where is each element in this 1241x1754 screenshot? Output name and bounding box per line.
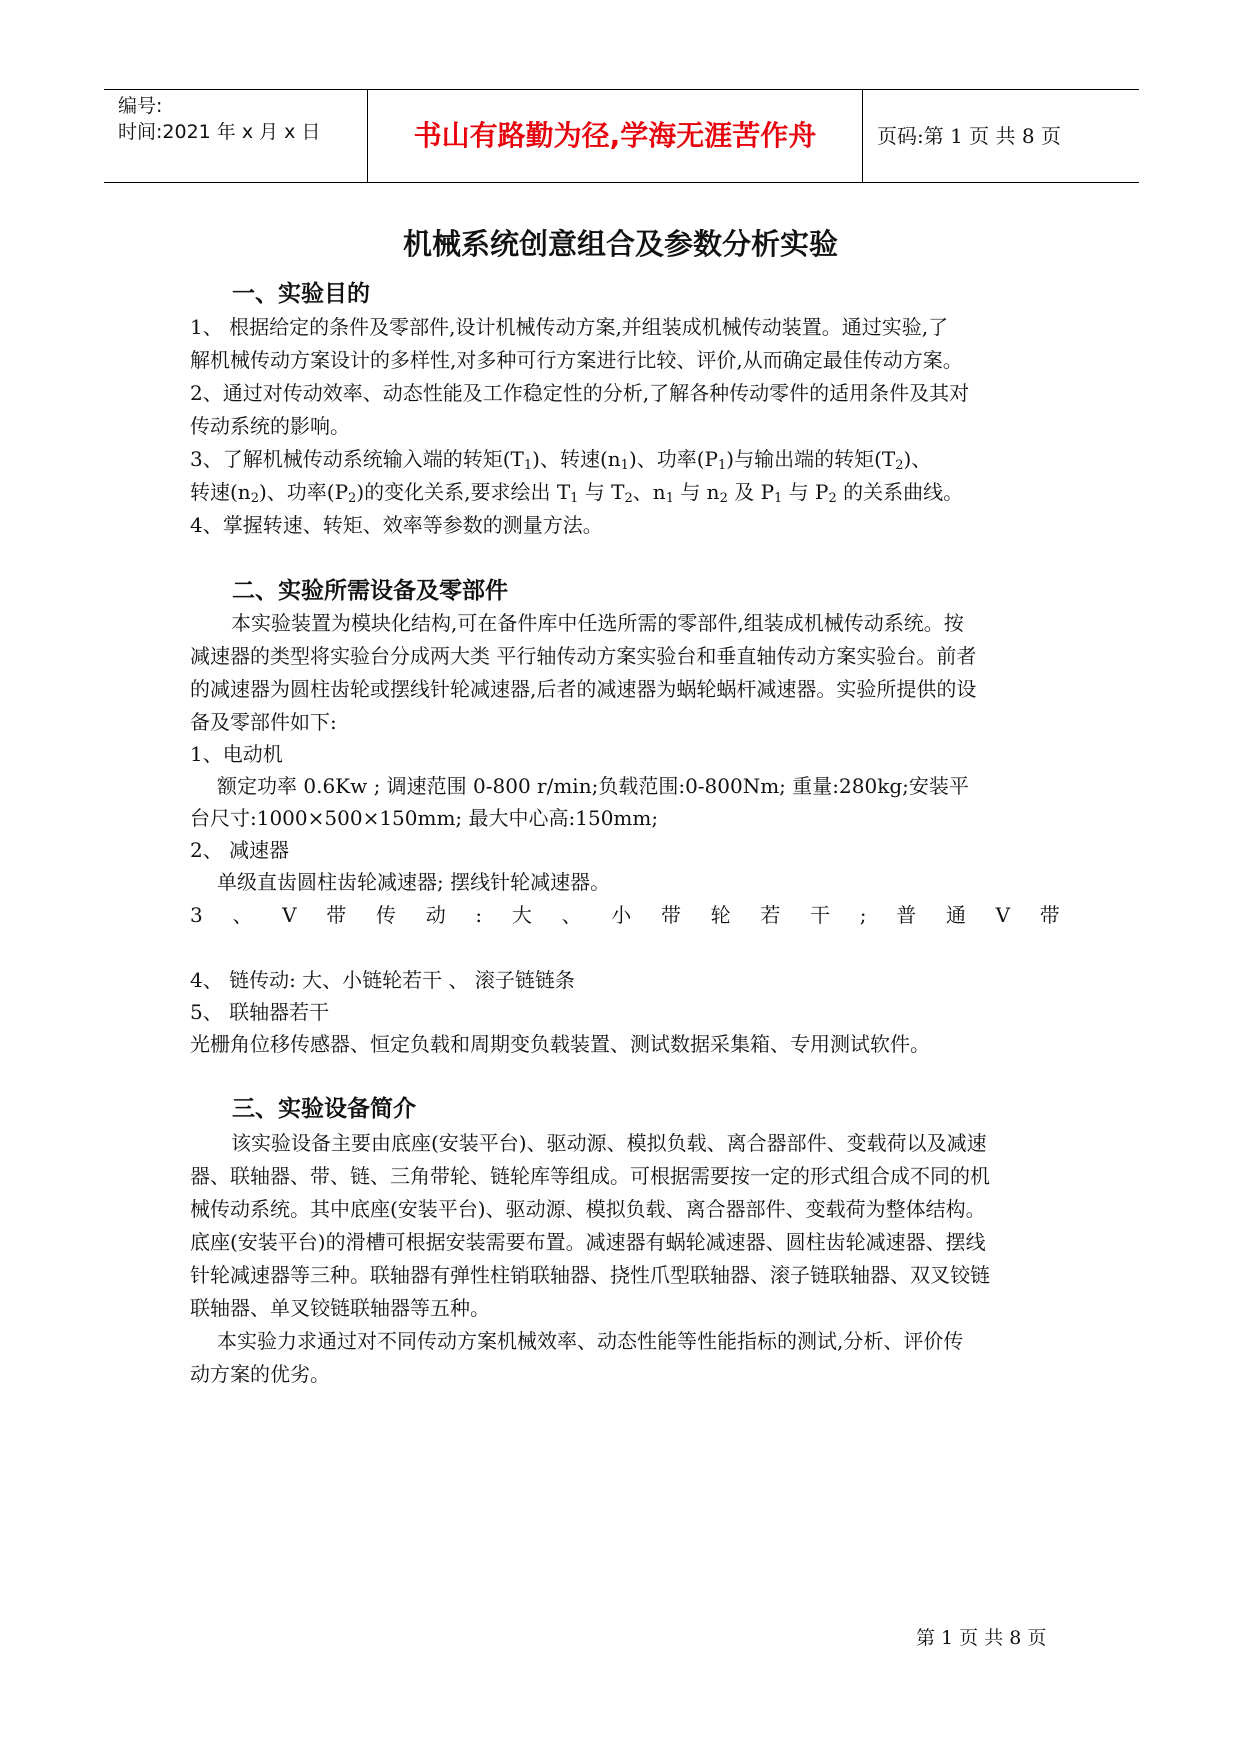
document-time-label: 时间:2021 年 x 月 x 日 [118,121,321,143]
section-heading-equipment: 二、实验所需设备及零部件 [232,578,508,604]
paragraph-line: 动方案的优劣。 [190,1362,330,1386]
page-footer: 第 1 页 共 8 页 [916,1627,1047,1649]
list-item: 4、 链传动: 大、小链轮若干 、 滚子链链条 [190,968,575,992]
paragraph-line: 3、了解机械传动系统输入端的转矩$(T_1)$、转速$(n_1)$、功率$(P_1)$与输出端的转矩$(T_2)$、 [190,447,932,473]
paragraph-line: 转速$(n_2)$、功率$(P_2)$的变化关系,要求绘出 $T_1$ 与 $T_2$、$n_1$ 与 $n_2$ 及 $P_1$ 与 $P_2$ 的关系曲线。 [190,480,964,506]
paragraph-line: 光栅角位移传感器、恒定负载和周期变负载装置、测试数据采集箱、专用测试软件。 [190,1032,930,1056]
paragraph-line: 额定功率 0.6Kw ; 调速范围 0-800 r/min;负载范围:0-800Nm; 重量:280kg;安装平 [217,774,969,798]
paragraph-line: 械传动系统。其中底座(安装平台)、驱动源、模拟负载、离合器部件、变载荷为整体结构。 [190,1197,986,1221]
justified-list-item: 3 、 V 带 传 动 : 大 、 小 带 轮 若 干 ; 普 通 V 带 [190,903,1060,927]
paragraph-line: 传动系统的影响。 [190,414,350,438]
header-motto: 书山有路勤为径,学海无涯苦作舟 [413,119,817,152]
paragraph-line: 本实验装置为模块化结构,可在备件库中任选所需的零部件,组装成机械传动系统。按 [231,611,964,635]
list-item: 2、 减速器 [190,838,290,862]
paragraph-line: 该实验设备主要由底座(安装平台)、驱动源、模拟负载、离合器部件、变载荷以及减速 [231,1131,987,1155]
section-heading-purpose: 一、实验目的 [232,281,370,307]
paragraph-line: 器、联轴器、带、链、三角带轮、链轮库等组成。可根据需要按一定的形式组合成不同的机 [190,1164,990,1188]
paragraph-line: 减速器的类型将实验台分成两大类 平行轴传动方案实验台和垂直轴传动方案实验台。前者 [190,644,977,668]
header-motto-cell [368,90,863,182]
paragraph-line: 2、通过对传动效率、动态性能及工作稳定性的分析,了解各种传动零件的适用条件及其对 [190,381,970,405]
header-page-cell [863,90,1139,182]
document-header [104,89,1139,183]
paragraph-line: 的减速器为圆柱齿轮或摆线针轮减速器,后者的减速器为蜗轮蜗杆减速器。实验所提供的设 [190,677,977,701]
paragraph-line: 4、掌握转速、转矩、效率等参数的测量方法。 [190,513,603,537]
document-number-label: 编号: [118,95,163,117]
paragraph-line: 联轴器、单叉铰链联轴器等五种。 [190,1296,490,1320]
section-heading-introduction: 三、实验设备简介 [232,1096,416,1122]
paragraph-line: 解机械传动方案设计的多样性,对多种可行方案进行比较、评价,从而确定最佳传动方案。 [190,348,963,372]
list-item: 1、电动机 [190,742,283,766]
list-item: 5、 联轴器若干 [190,1000,330,1024]
document-title: 机械系统创意组合及参数分析实验 [402,227,838,261]
paragraph-line: 本实验力求通过对不同传动方案机械效率、动态性能等性能指标的测试,分析、评价传 [217,1329,964,1353]
header-page-code: 页码:第 1 页 共 8 页 [877,124,1061,148]
paragraph-line: 针轮减速器等三种。联轴器有弹性柱销联轴器、挠性爪型联轴器、滚子链联轴器、双叉铰链 [190,1263,990,1287]
paragraph-line: 底座(安装平台)的滑槽可根据安装需要布置。减速器有蜗轮减速器、圆柱齿轮减速器、摆线 [190,1230,986,1254]
paragraph-line: 单级直齿圆柱齿轮减速器; 摆线针轮减速器。 [217,870,611,894]
header-info-cell [104,90,368,182]
paragraph-line: 台尺寸:1000×500×150mm; 最大中心高:150mm; [190,806,659,830]
paragraph-line: 备及零部件如下: [190,710,337,734]
paragraph-line: 1、 根据给定的条件及零部件,设计机械传动方案,并组装成机械传动装置。通过实验,了 [190,315,949,339]
